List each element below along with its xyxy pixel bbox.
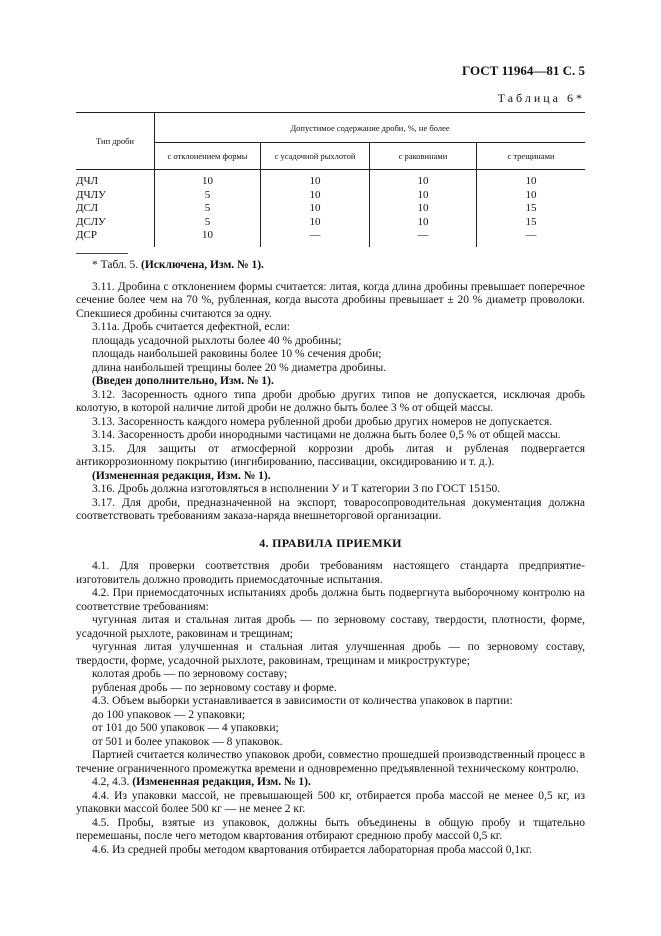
- amendment-note: (Измененная редакция, Изм. № 1).: [92, 469, 271, 482]
- list-item: до 100 упаковок — 2 упаковки;: [92, 708, 246, 721]
- paragraph-lot: Партией считается количество упаковок дроби, совместно прошедшей производственный процесс в течение ограниченного промежутка времени и одновременно предъявленной техническому контролю.: [76, 749, 585, 775]
- cell: 10: [155, 170, 261, 189]
- table-row: [76, 202, 585, 216]
- footnote-text: * Табл. 5.: [92, 259, 139, 271]
- cell: 10: [370, 216, 477, 230]
- amendment-note: (Введен дополнительно, Изм. № 1).: [92, 375, 274, 387]
- cell: 5: [155, 189, 261, 203]
- cell: 10: [155, 229, 261, 247]
- cell: —: [370, 229, 477, 247]
- list-item: длина наибольшей трещины более 20 % диаметра дробины.: [92, 361, 387, 374]
- list-item: чугунная литая улучшенная и стальная литая улучшенная дробь — по зерновому составу, твердости, форме, усадочной рыхлоте, раковинам, трещинам и микроструктуре;: [76, 641, 585, 667]
- row-type: ДЧЛ: [76, 170, 155, 189]
- cell: 10: [525, 188, 537, 201]
- cell: 10: [261, 189, 370, 203]
- paragraph-3-15: 3.15. Для защиты от атмосферной коррозии дробь литая и рубленая подвергается антикоррозионному покрытию (ингибированию, пассивации, оксидированию и т. д.).: [76, 442, 585, 468]
- cell: 10: [525, 175, 537, 187]
- paragraph-3-14: 3.14. Засоренность дроби инородными частицами не должна быть более 0,5 % от общей массы.: [92, 429, 561, 441]
- row-type: ДСЛ: [76, 202, 155, 216]
- cell: 15: [525, 215, 537, 228]
- footnote-divider: [76, 253, 128, 254]
- list-item: от 101 до 500 упаковок — 4 упаковки;: [92, 722, 279, 734]
- table-row: [76, 170, 585, 189]
- list-item: рубленая дробь — по зерновому составу и форме.: [92, 681, 337, 694]
- col-type-header: Тип дроби: [76, 113, 155, 170]
- cell: 10: [261, 170, 370, 189]
- paragraph-4-6: 4.6. Из средней пробы методом квартования отбирается лабораторная проба массой 0,1кг.: [92, 843, 533, 856]
- cell: 5: [155, 216, 261, 230]
- document-body: [76, 259, 585, 857]
- footnote: [76, 259, 585, 273]
- defects-table: [76, 112, 585, 247]
- row-type: ДСР: [76, 229, 155, 247]
- list-item: от 501 и более упаковок — 8 упаковок.: [92, 735, 283, 748]
- list-item: колотая дробь — по зерновому составу;: [92, 668, 288, 680]
- row-type: ДСЛУ: [76, 216, 155, 230]
- paragraph-3-16: 3.16. Дробь должна изготовляться в исполнении У и Т категории 3 по ГОСТ 15150.: [92, 483, 501, 495]
- col-header-cavities: с раковинами: [370, 143, 477, 170]
- table-row: [76, 216, 585, 230]
- paragraph-3-11: 3.11. Дробина с отклонением формы считается: литая, когда длина дробины превышает поперечное сечение более чем на 70 %, рубленная, когда высота дробины превышает ± 20 % диаметр проволоки. Спекшиеся дробины считаются за одну.: [76, 280, 585, 320]
- cell: —: [261, 229, 370, 247]
- paragraph-3-13: 3.13. Засоренность каждого номера рубленной дроби дробью других номеров не допускается.: [92, 415, 553, 428]
- paragraph-3-17: 3.17. Для дроби, предназначенной на экспорт, товаросопроводительная документация должна соответствовать требованиям заказа-наряда внешнеторговой организации.: [76, 496, 585, 522]
- paragraph-4-2: 4.2. При приемосдаточных испытаниях дробь должна быть подвергнута выборочному контролю на соответствие требованиям:: [76, 587, 585, 613]
- cell: 10: [261, 216, 370, 230]
- cell: —: [525, 229, 537, 241]
- cell: 10: [370, 170, 477, 189]
- cell: 10: [370, 189, 477, 203]
- amendment-number: 4.2, 4.3.: [92, 776, 130, 788]
- table-row: [76, 229, 585, 247]
- row-type: ДЧЛУ: [76, 189, 155, 203]
- table-caption: Таблица 6*: [497, 91, 585, 105]
- footnote-note: (Исключена, Изм. № 1).: [141, 259, 264, 271]
- col-header-cracks: с трещинами: [477, 143, 586, 170]
- list-item: площадь наибольшей раковины более 10 % сечения дроби;: [92, 348, 382, 360]
- cell: 5: [155, 202, 261, 216]
- cell: 10: [261, 202, 370, 216]
- col-header-shape: с отклонением формы: [155, 143, 261, 170]
- list-item: площадь усадочной рыхлоты более 40 % дробины;: [92, 334, 342, 347]
- paragraph-4-4: 4.4. Из упаковки массой, не превышающей 500 кг, отбирается проба массой не менее 0,5 кг, из упаковки массой более 500 кг — не менее 2 кг.: [76, 789, 585, 815]
- amendment-4-2-4-3: [76, 776, 585, 790]
- page-header: ГОСТ 11964—81 С. 5: [462, 63, 585, 78]
- cell: 10: [370, 202, 477, 216]
- table-row: [76, 189, 585, 203]
- group-header: Допустимое содержание дроби, %, не более: [155, 113, 586, 143]
- paragraph-3-11a: 3.11а. Дробь считается дефектной, если:: [92, 321, 290, 333]
- paragraph-4-5: 4.5. Пробы, взятые из упаковок, должны быть объединены в общую пробу и тщательно перемешаны, после чего методом квартования отбирают среднюю пробу массой 0,5 кг.: [76, 816, 585, 842]
- cell: 15: [525, 202, 537, 214]
- paragraph-4-3: 4.3. Объем выборки устанавливается в зависимости от количества упаковок в партии:: [92, 695, 513, 707]
- paragraph-4-1: 4.1. Для проверки соответствия дроби требованиям настоящего стандарта предприятие-изготовитель должно проводить приемосдаточные испытания.: [76, 560, 585, 586]
- amendment-note: (Измененная редакция, Изм. № 1).: [132, 776, 311, 788]
- section-heading: 4. ПРАВИЛА ПРИЕМКИ: [259, 535, 402, 550]
- list-item: чугунная литая и стальная литая дробь — по зерновому составу, твердости, плотности, форме, усадочной рыхлоте, раковинам и трещинам;: [76, 614, 585, 640]
- col-header-shrinkage: с усадочной рыхлотой: [261, 143, 370, 170]
- paragraph-3-12: 3.12. Засоренность одного типа дроби дробью других типов не допускается, исключая дробь колотую, в которой наличие литой дроби не должно быть более 3 % от общей массы.: [76, 388, 585, 414]
